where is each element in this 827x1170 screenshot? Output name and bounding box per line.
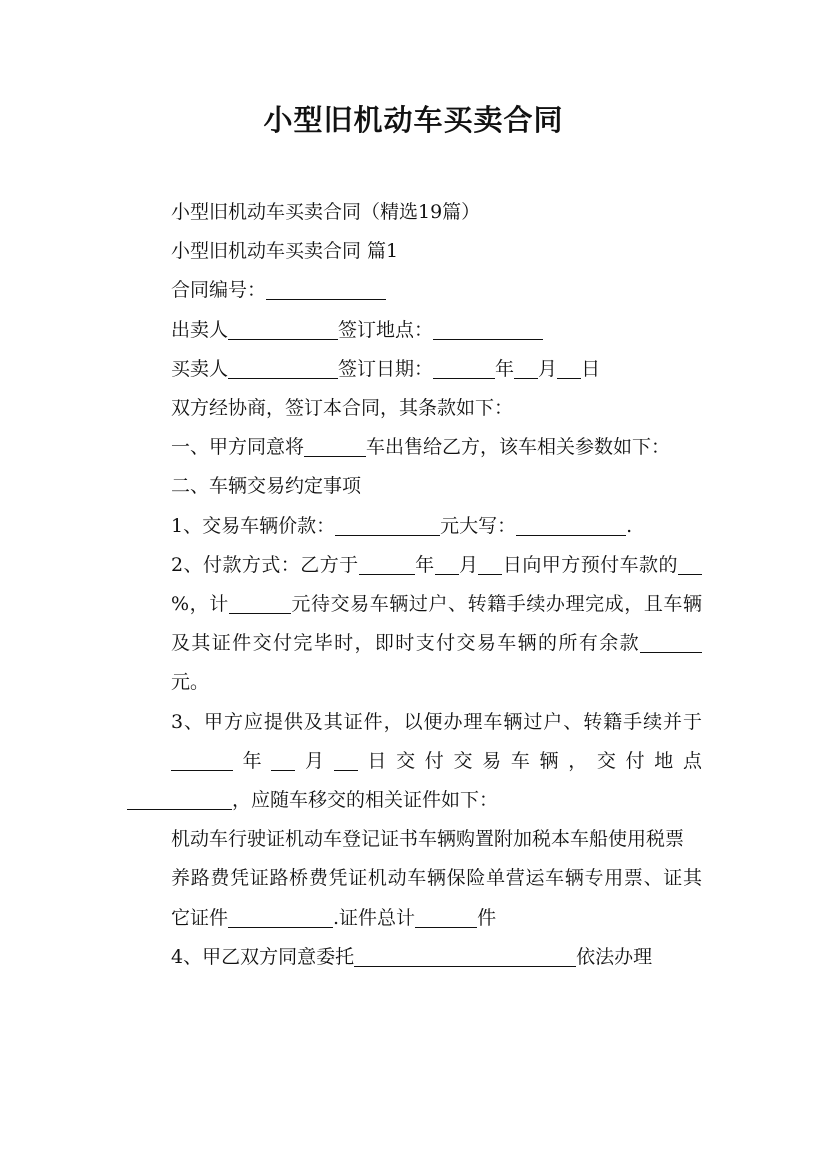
percent-blank [678, 552, 702, 575]
delivery-month-label: 月 [295, 749, 334, 772]
paragraph-delivery [127, 703, 702, 781]
paragraph-section-heading: 小型旧机动车买卖合同 篇1 [171, 240, 399, 263]
month-label: 月 [538, 357, 558, 380]
paragraph-clause-4 [127, 938, 702, 977]
delivery-text-c: ，应随车移交的相关证件如下： [232, 789, 499, 812]
pay-year-blank [359, 552, 415, 575]
clause-4-text-b: 依法办理 [576, 945, 653, 968]
sign-place-label: 签订地点： [338, 318, 434, 341]
seller-label: 出卖人 [171, 318, 229, 341]
paragraph-delivery-cont [127, 781, 702, 820]
other-docs-blank [228, 905, 333, 928]
day-blank [557, 356, 581, 379]
pay-day-blank [478, 552, 502, 575]
buyer-blank [228, 356, 338, 379]
delivery-text-a: 3、甲方应提供及其证件，以便办理车辆过户、转籍手续并于 [171, 710, 702, 733]
prepay-amount-blank [229, 591, 291, 614]
paragraph-documents-1: 机动车行驶证机动车登记证书车辆购置附加税本车船使用税票 [171, 828, 685, 851]
payment-text-e: 元。 [171, 671, 210, 694]
documents-text-b: .证件总计 [333, 906, 416, 929]
paragraph-subtitle: 小型旧机动车买卖合同（精选19篇） [171, 201, 481, 223]
buyer-label: 买卖人 [171, 357, 229, 380]
payment-text-c: %，计 [171, 593, 229, 616]
contract-number-blank [266, 277, 386, 300]
agent-blank [354, 944, 576, 967]
documents-text-c: 件 [477, 906, 497, 929]
price-blank [335, 513, 440, 536]
contract-number-label: 合同编号： [171, 279, 267, 302]
year-blank [433, 356, 495, 379]
payment-text-b: 日向甲方预付车款的 [502, 553, 678, 576]
paragraph-contract-number [127, 271, 702, 310]
sign-date-label: 签订日期： [338, 357, 434, 380]
sign-place-blank [433, 317, 543, 340]
clause-1-text-b: 车出售给乙方，该车相关参数如下： [366, 436, 671, 459]
paragraph-documents-2 [127, 859, 702, 937]
paragraph-buyer [127, 350, 702, 389]
document-title: 小型旧机动车买卖合同 [263, 103, 564, 137]
vehicle-blank [304, 434, 366, 457]
paragraph-agreement: 双方经协商，签订本合同，其条款如下： [171, 397, 514, 420]
delivery-day-blank [334, 748, 358, 771]
doc-count-blank [415, 905, 477, 928]
paragraph-clause-1 [127, 428, 702, 467]
payment-text-d: 元待交易车辆过户、转籍手续办理完成，且车辆及其证件交付完毕时，即时支付交易车辆的所有余款 [171, 593, 702, 655]
delivery-text-b: 日交付交易车辆，交付地点 [357, 749, 702, 772]
documents-text-a: 养路费凭证路桥费凭证机动车辆保险单营运车辆专用票、证其它证件 [171, 867, 702, 929]
paragraph-price [127, 507, 702, 546]
clause-1-text-a: 一、甲方同意将 [171, 436, 305, 459]
pay-month-blank [435, 552, 459, 575]
payment-text-a: 2、付款方式：乙方于 [171, 553, 359, 576]
pay-month-label: 月 [458, 553, 479, 576]
day-label: 日 [581, 357, 601, 380]
delivery-year-label: 年 [233, 749, 272, 772]
month-blank [514, 356, 538, 379]
delivery-year-blank [171, 748, 233, 771]
document-body [127, 193, 702, 977]
seller-blank [228, 317, 338, 340]
paragraph-clause-2-heading: 二、车辆交易约定事项 [171, 475, 362, 498]
paragraph-payment [127, 546, 702, 703]
paragraph-seller [127, 311, 702, 350]
pay-year-label: 年 [414, 553, 435, 576]
balance-blank [640, 630, 702, 653]
price-label: 1、交易车辆价款： [171, 514, 336, 537]
price-end: . [626, 514, 633, 537]
delivery-month-blank [271, 748, 295, 771]
delivery-place-blank [127, 787, 232, 810]
price-upper-label: 元大写： [440, 514, 517, 537]
price-upper-blank [516, 513, 626, 536]
clause-4-text-a: 4、甲乙双方同意委托 [171, 945, 355, 968]
year-label: 年 [495, 357, 515, 380]
